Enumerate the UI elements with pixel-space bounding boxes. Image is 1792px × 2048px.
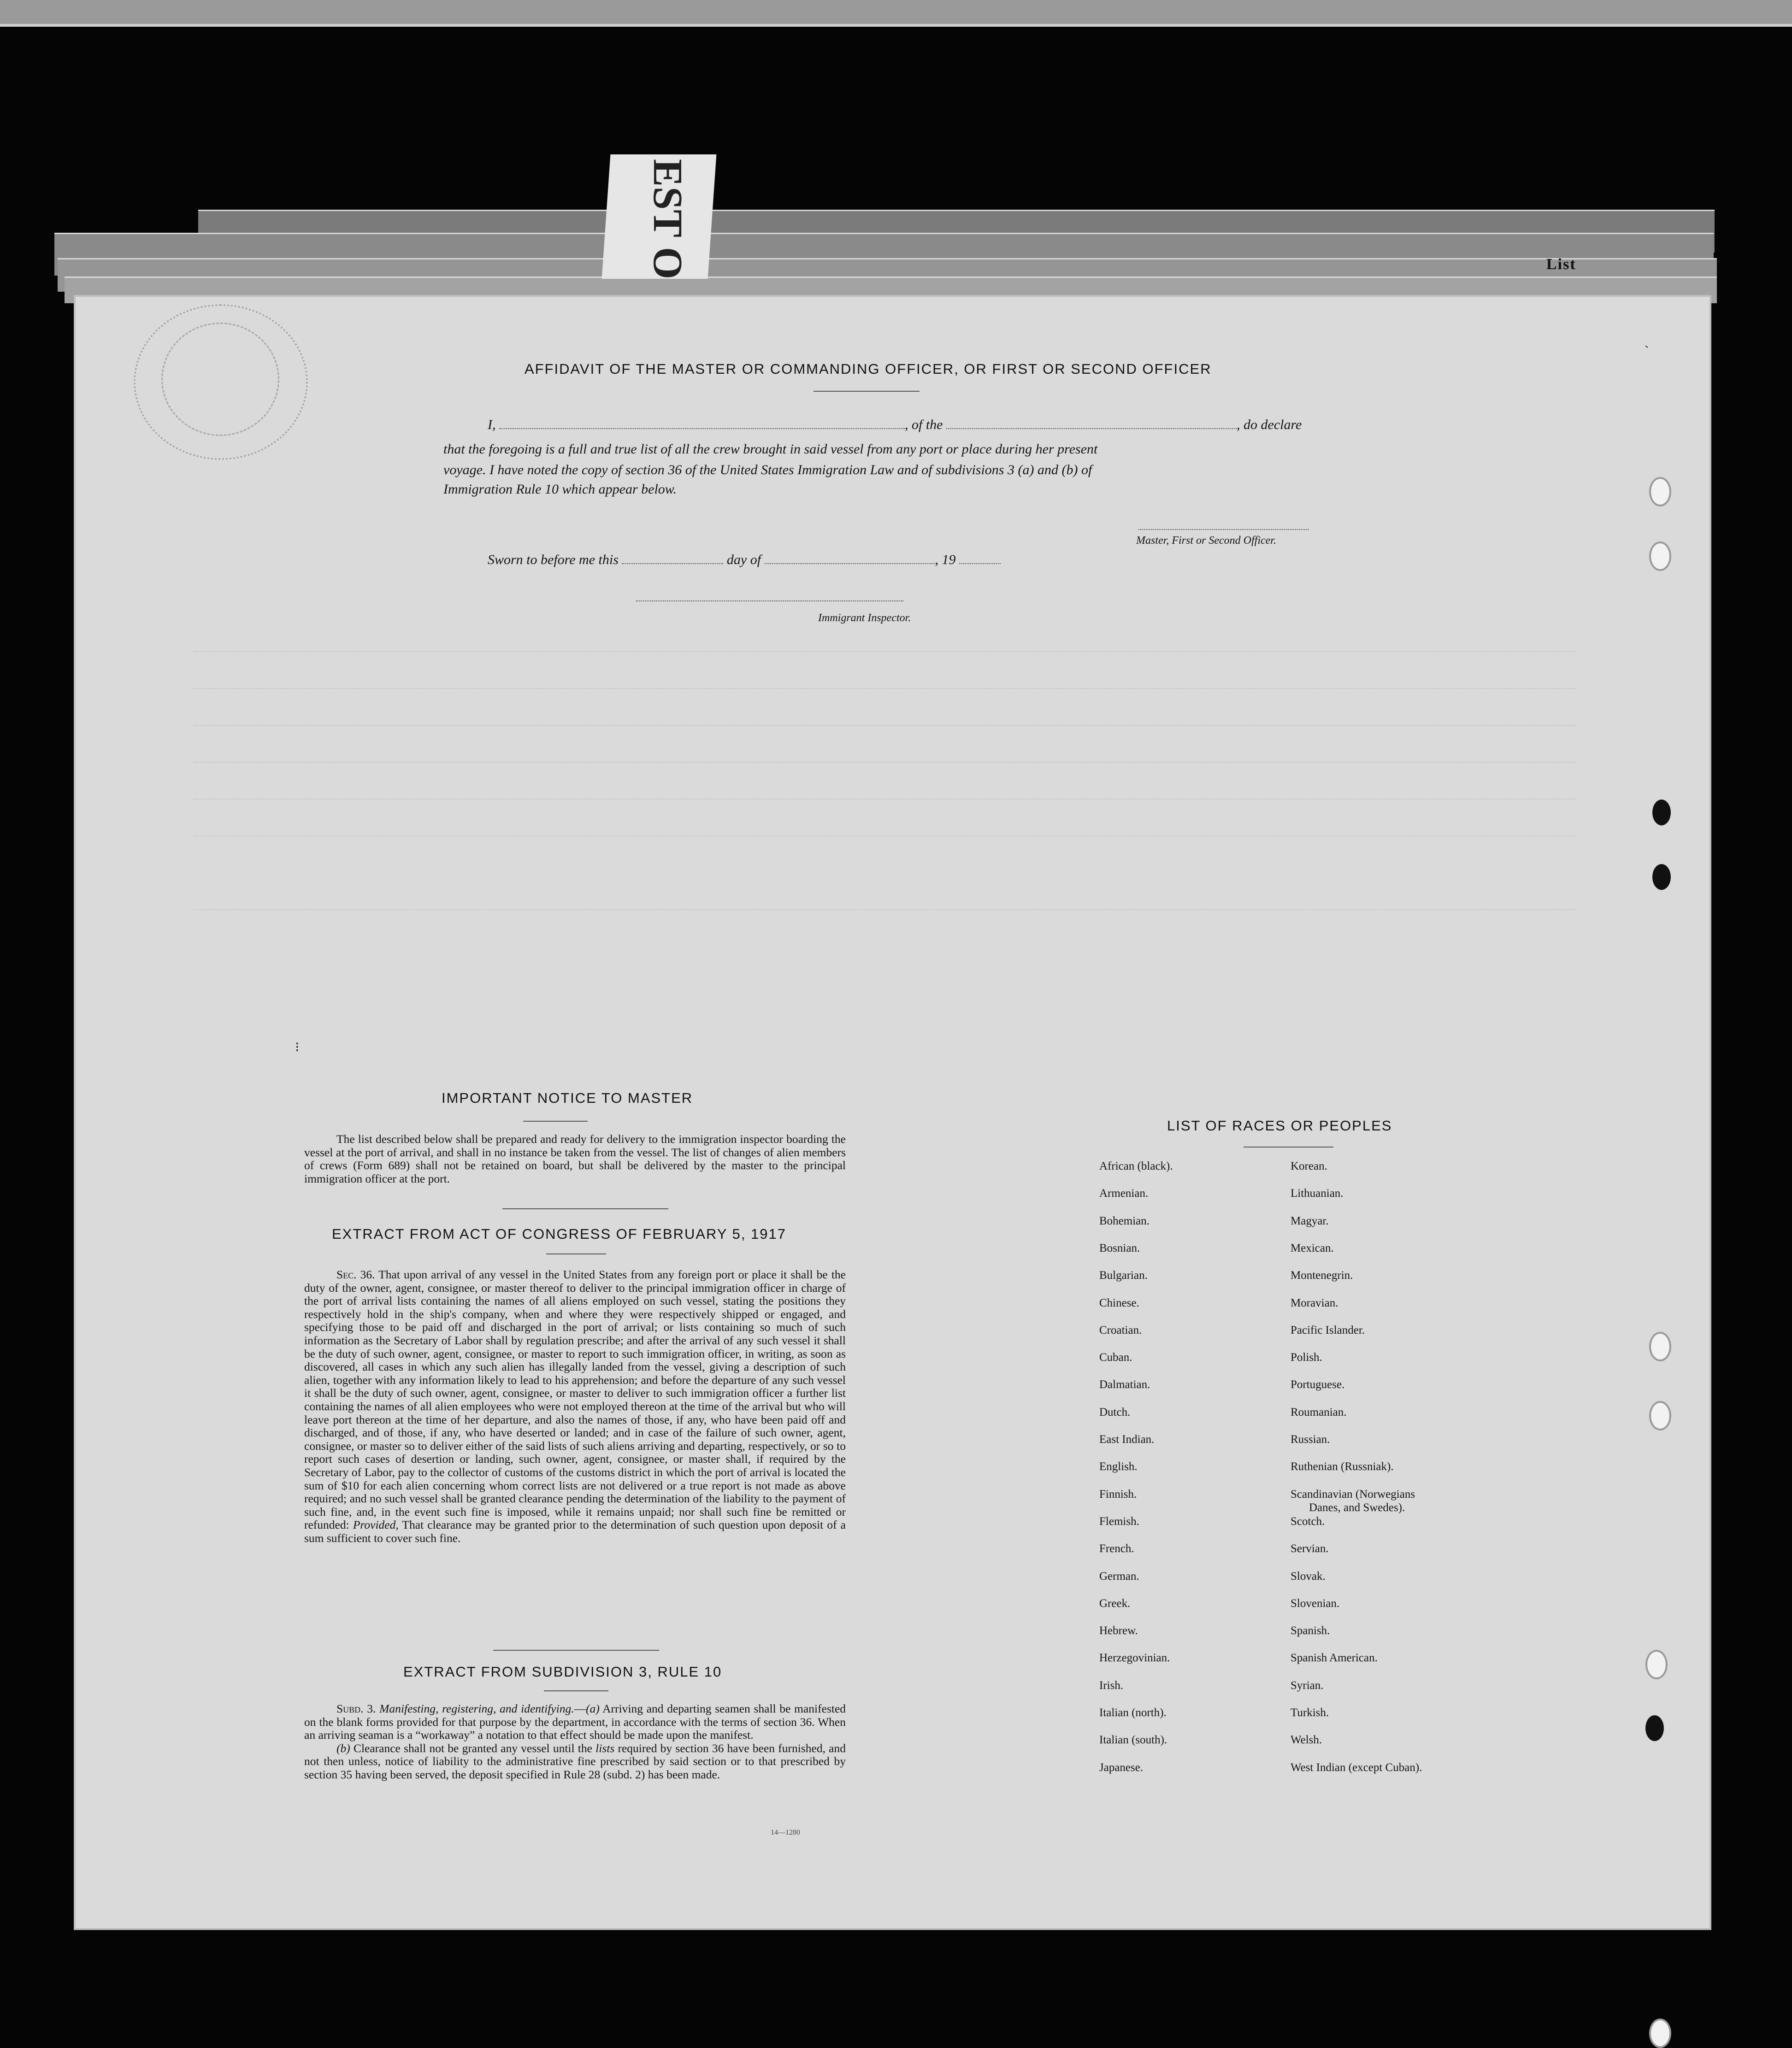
- sworn-line: [488, 552, 1001, 568]
- divider: [493, 1650, 659, 1651]
- punch-hole: [1645, 1715, 1664, 1741]
- race-item: Finnish.: [1099, 1488, 1137, 1501]
- act-paragraph: [304, 1268, 846, 1545]
- month-blank[interactable]: [765, 563, 935, 564]
- divider: [523, 1121, 588, 1122]
- race-item: Herzegovinian.: [1099, 1652, 1170, 1665]
- affidavit-of-the: , of the: [905, 417, 943, 432]
- day-blank[interactable]: [622, 563, 723, 564]
- race-item: German.: [1099, 1570, 1139, 1583]
- race-item: Bosnian.: [1099, 1242, 1140, 1254]
- race-item: Syrian.: [1291, 1679, 1324, 1692]
- affidavit-declare: , do declare: [1237, 417, 1302, 432]
- inspector-label: Immigrant Inspector.: [818, 612, 911, 624]
- race-item: Irish.: [1099, 1679, 1124, 1692]
- race-item: Japanese.: [1099, 1761, 1144, 1774]
- race-item: Flemish.: [1099, 1515, 1139, 1528]
- subd-title: Manifesting, registering, and identifying.: [379, 1702, 574, 1715]
- race-item: Magyar.: [1291, 1214, 1329, 1227]
- race-item: Bohemian.: [1099, 1214, 1150, 1227]
- b-label: (b): [336, 1741, 350, 1755]
- punch-hole: [1645, 1650, 1668, 1679]
- race-item: Slovenian.: [1291, 1597, 1340, 1610]
- race-item: Italian (south).: [1099, 1734, 1167, 1747]
- bleed-through-row: [194, 749, 1576, 763]
- section-label: Sec. 36.: [336, 1268, 375, 1281]
- stray-mark: ˋ: [1645, 343, 1649, 359]
- race-item: Bulgarian.: [1099, 1269, 1148, 1282]
- affidavit-line-1: [488, 417, 1302, 433]
- race-item: Croatian.: [1099, 1324, 1142, 1336]
- race-item: African (black).: [1099, 1160, 1173, 1172]
- notice-paragraph: The list described below shall be prepared and ready for delivery to the immigration inspector boarding the vessel at the port of arrival, and shall in no instance be taken from the vessel. The list of changes of alien members of crews (Form 689) shall not be retained on board, but shall be delivered by the master to the principal immigration officer at the port.: [304, 1132, 846, 1185]
- scan-border-line: [0, 24, 1792, 27]
- b-text-2: required by section 36 have been furnished, and not then unless, notice of liability to the administrative fine prescribed by said section or to that prescribed by section 35 having been served, the deposit specified in Rule 28 (subd. 2) has been made.: [304, 1741, 846, 1781]
- race-item: Greek.: [1099, 1597, 1131, 1610]
- b-text-1: Clearance shall not be granted any vessel until the: [353, 1741, 592, 1755]
- rule-text: [304, 1702, 846, 1782]
- race-item: Ruthenian (Russniak).: [1291, 1460, 1394, 1473]
- inspector-signature-line[interactable]: [636, 600, 903, 601]
- punch-hole: [1649, 1401, 1671, 1430]
- act-body: That upon arrival of any vessel in the United States from any foreign port or place it shall be the duty of the owner, agent, consignee, or master thereof to deliver to the principal immigration officer in charge of the port of arrival lists containing the names of all aliens employed on such vessel, stating the positions they respectively hold in the ship's company, when and where they were respectively shipped or engaged, and specifying those to be paid off and discharged in the port of arrival; or lists containing so much of such information as the Secretary of Labor shall by regulation prescribe; and after the arrival of any such vessel it shall be the duty of such owner, agent, consignee, or master to report to such immigration officer, in writing, as soon as discovered, all cases in which any such alien has illegally landed from the vessel, giving a description of such alien, together with any information likely to lead to his apprehension; and before the departure of any such vessel it shall be the duty of such owner, agent, consignee, or master to deliver to such immigration officer a further list containing the names of all alien employees who were not employed thereon at the time of the arrival but who will leave port thereon at the time of her departure, and also the names of those, if any, who have been paid off and discharged, and of those, if any, who have deserted or landed; and in case of the failure of such owner, agent, consignee, or master so to deliver either of the said lists of such aliens arriving and departing, respectively, or so to report such cases of desertion or landing, such owner, agent, consignee, or master shall, if required by the Secretary of Labor, pay to the collector of customs of the customs district in which the port of arrival is located the sum of $10 for each alien concerning whom correct lists are not delivered or a true report is not made as above required; and no such vessel shall be granted clearance pending the determination of the liability to the payment of such fine, and, in the event such fine is imposed, while it remains unpaid; nor shall such fine be remitted or refunded:: [304, 1268, 846, 1532]
- race-item: Cuban.: [1099, 1351, 1132, 1364]
- punch-hole: [1649, 477, 1671, 506]
- race-item: Russian.: [1291, 1433, 1330, 1446]
- race-item: Portuguese.: [1291, 1378, 1345, 1391]
- race-item: Lithuanian.: [1291, 1187, 1344, 1200]
- b-lists: lists: [595, 1741, 615, 1755]
- affidavit-line-2: that the foregoing is a full and true list of all the crew brought in said vessel from any port or place during her present: [443, 441, 1098, 457]
- divider: [1244, 1147, 1333, 1148]
- race-item: Hebrew.: [1099, 1624, 1138, 1637]
- divider: [544, 1690, 608, 1691]
- bleed-through-row: [194, 712, 1576, 726]
- rule-title: EXTRACT FROM SUBDIVISION 3, RULE 10: [403, 1664, 722, 1680]
- affidavit-i: I,: [488, 417, 496, 432]
- punch-hole: [1652, 800, 1671, 825]
- act-text: [304, 1268, 846, 1545]
- provided-word: Provided,: [353, 1518, 399, 1532]
- race-item: Welsh.: [1291, 1734, 1322, 1747]
- punch-hole: [1649, 1332, 1671, 1361]
- name-blank[interactable]: [499, 428, 905, 429]
- rule-paragraph-b: [304, 1742, 846, 1782]
- punch-hole: [1652, 864, 1671, 890]
- punch-hole: [1649, 2019, 1671, 2048]
- a-text: Arriving and departing seamen shall be manifested on the blank forms provided for that purpose by the department, in accordance with the terms of section 36. When an arriving seaman is a “workaway” a notation to that effect should be made upon the manifest.: [304, 1702, 846, 1742]
- affidavit-line-3: voyage. I have noted the copy of section 36 of the United States Immigration Law and of subdivisions 3 (a) and (b) of: [443, 462, 1092, 477]
- notice-text: [304, 1133, 846, 1185]
- index-tab-text: EST O: [645, 159, 690, 279]
- race-item: Slovak.: [1291, 1570, 1326, 1583]
- race-item: Moravian.: [1291, 1296, 1338, 1309]
- stray-mark: ⁝: [295, 1040, 300, 1055]
- manifest-sheet: [74, 295, 1711, 1930]
- race-item: Dalmatian.: [1099, 1378, 1150, 1391]
- scan-border: [0, 0, 1792, 24]
- divider: [502, 1208, 668, 1209]
- day-of-text: day of: [726, 552, 761, 567]
- race-item: Dutch.: [1099, 1406, 1131, 1418]
- race-item: Turkish.: [1291, 1707, 1329, 1719]
- race-item: East Indian.: [1099, 1433, 1155, 1446]
- race-item: Mexican.: [1291, 1242, 1334, 1254]
- master-label: Master, First or Second Officer.: [1136, 535, 1276, 547]
- race-item: West Indian (except Cuban).: [1291, 1761, 1422, 1774]
- race-item: Italian (north).: [1099, 1707, 1167, 1719]
- race-item: Roumanian.: [1291, 1406, 1347, 1418]
- race-item: English.: [1099, 1460, 1138, 1473]
- race-item: Spanish American.: [1291, 1652, 1378, 1665]
- act-title: EXTRACT FROM ACT OF CONGRESS OF FEBRUARY 5, 1917: [332, 1226, 787, 1242]
- race-item: Polish.: [1291, 1351, 1322, 1364]
- year-blank[interactable]: [959, 563, 1001, 564]
- bleed-through-row: [194, 638, 1576, 652]
- race-item: Armenian.: [1099, 1187, 1149, 1200]
- bleed-through-row: [194, 786, 1576, 800]
- act-body-end: That clearance may be granted prior to the determination of such question upon deposit of a sum sufficient to cover such fine.: [304, 1518, 846, 1545]
- subd-label: Subd. 3.: [336, 1702, 376, 1715]
- notice-title: IMPORTANT NOTICE TO MASTER: [442, 1090, 693, 1106]
- affidavit-line-4: Immigration Rule 10 which appear below.: [443, 482, 677, 497]
- bleed-through-row: [194, 896, 1576, 910]
- race-item: French.: [1099, 1542, 1134, 1555]
- year-prefix: , 19: [935, 552, 956, 567]
- race-item: Scotch.: [1291, 1515, 1325, 1528]
- bleed-through-row: [194, 823, 1576, 836]
- race-item: Danes, and Swedes).: [1309, 1501, 1405, 1514]
- master-signature-line[interactable]: [1138, 529, 1309, 530]
- rule-paragraph-a: Subd. 3. Manifesting, registering, and identifying.—(a) Arriving and departing seamen shall be manifested on the blank forms provided for that purpose by the department, in accordance with the terms of section 36. When an arriving seaman is a “workaway” a notation to that effect should be made upon the manifest.: [304, 1702, 846, 1742]
- form-number: 14—1280: [771, 1829, 800, 1836]
- race-item: Servian.: [1291, 1542, 1329, 1555]
- vessel-blank[interactable]: [946, 428, 1237, 429]
- divider: [813, 391, 920, 392]
- race-item: Montenegrin.: [1291, 1269, 1353, 1282]
- affidavit-title: AFFIDAVIT OF THE MASTER OR COMMANDING OFFICER, OR FIRST OR SECOND OFFICER: [525, 361, 1212, 377]
- bleed-through-row: [194, 675, 1576, 689]
- office-stamp-inner: [161, 323, 279, 436]
- race-item: Spanish.: [1291, 1624, 1330, 1637]
- race-item: Korean.: [1291, 1160, 1327, 1172]
- a-label: (a): [586, 1702, 600, 1715]
- race-item: Scandinavian (Norwegians: [1291, 1488, 1415, 1501]
- race-item: Pacific Islander.: [1291, 1324, 1365, 1336]
- races-title: LIST OF RACES OR PEOPLES: [1167, 1118, 1392, 1134]
- race-item: Chinese.: [1099, 1296, 1139, 1309]
- punch-hole: [1649, 541, 1671, 571]
- sworn-text: Sworn to before me this: [488, 552, 619, 567]
- back-page-label: List: [1546, 256, 1576, 273]
